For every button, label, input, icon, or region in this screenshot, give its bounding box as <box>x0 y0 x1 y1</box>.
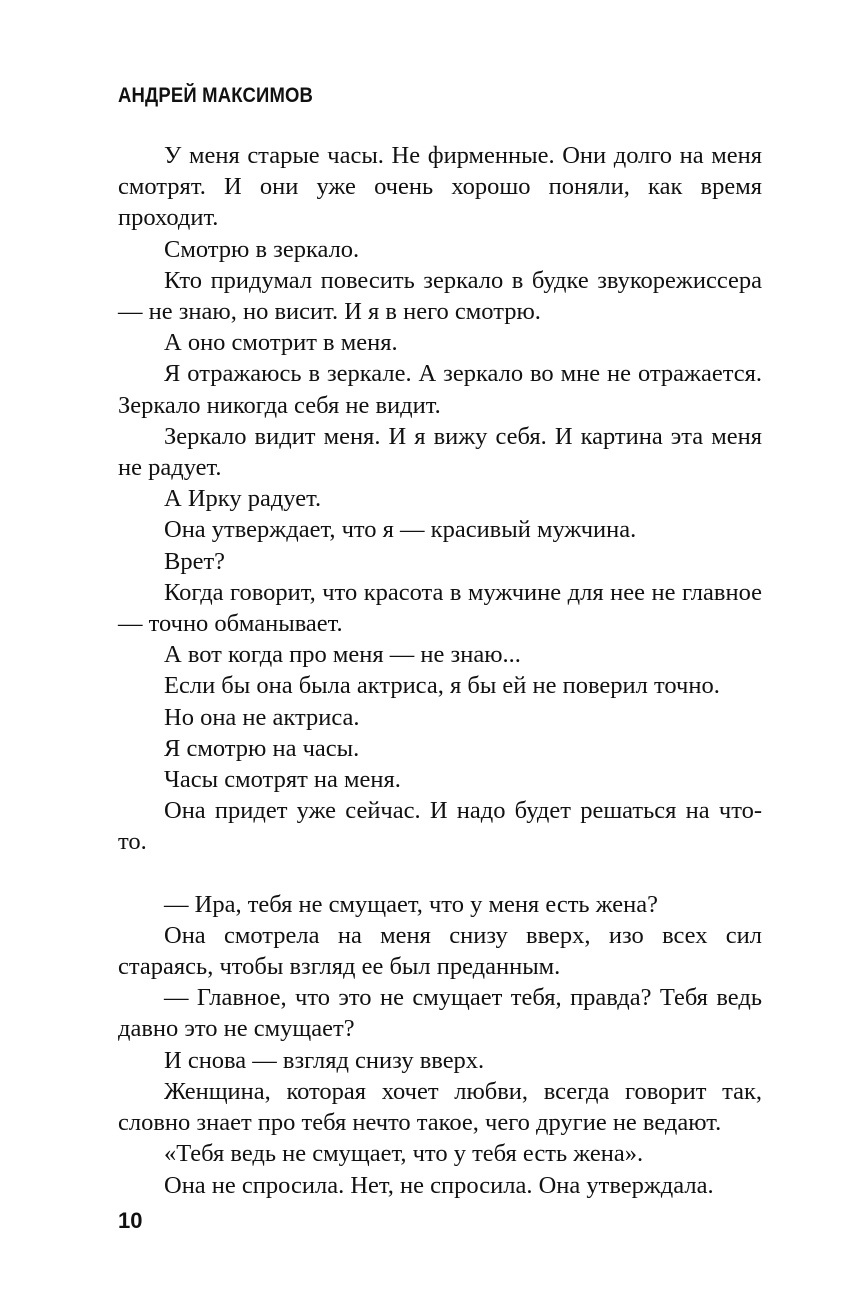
paragraph: А Ирку радует. <box>164 485 322 513</box>
paragraph: Когда говорит, что красота в мужчине для нее не главное — точно обманывает. <box>118 578 762 638</box>
paragraph: Я отражаюсь в зеркале. А зеркало во мне не отражается. Зеркало никогда себя не видит. <box>118 360 762 419</box>
paragraph: Кто придумал повесить зеркало в будке звукорежиссера — не знаю, но висит. И я в него смотрю. <box>118 266 762 326</box>
paragraph: Если бы она была актриса, я бы ей не поверил точно. <box>164 672 720 700</box>
paragraph: Врет? <box>164 547 226 575</box>
dialogue-paragraph: — Главное, что это не смущает тебя, правда? Тебя ведь давно это не смущает? <box>118 984 762 1043</box>
paragraph: Но она не актриса. <box>164 703 360 731</box>
paragraph: И снова — взгляд снизу вверх. <box>164 1046 485 1074</box>
dialogue-paragraph: — Ира, тебя не смущает, что у меня есть жена? <box>164 890 659 918</box>
paragraph: Часы смотрят на меня. <box>164 766 401 794</box>
paragraph: А вот когда про меня — не знаю... <box>164 641 521 669</box>
paragraph: А оно смотрит в меня. <box>164 329 398 357</box>
paragraph: Она утверждает, что я — красивый мужчина. <box>164 516 637 544</box>
paragraph: Она придет уже сейчас. И надо будет решаться на что-то. <box>118 797 762 856</box>
paragraph: Она смотрела на меня снизу вверх, изо всех сил стараясь, чтобы взгляд ее был преданным. <box>118 921 762 981</box>
paragraph: Смотрю в зеркало. <box>164 235 360 263</box>
paragraph: Я смотрю на часы. <box>164 734 360 762</box>
body-text <box>118 140 762 1201</box>
quote-paragraph: «Тебя ведь не смущает, что у тебя есть жена». <box>164 1140 644 1168</box>
paragraph: Зеркало видит меня. И я вижу себя. И картина эта меня не радует. <box>118 422 762 482</box>
running-head-author: АНДРЕЙ МАКСИМОВ <box>118 84 314 107</box>
paragraph: У меня старые часы. Не фирменные. Они долго на меня смотрят. И они уже очень хорошо поняли, как время проходит. <box>118 142 762 232</box>
section-break <box>118 858 762 889</box>
paragraph: Женщина, которая хочет любви, всегда говорит так, словно знает про тебя нечто такое, чего другие не ведают. <box>118 1077 762 1137</box>
paragraph: Она не спросила. Нет, не спросила. Она утверждала. <box>164 1171 714 1199</box>
page-number: 10 <box>118 1208 143 1233</box>
